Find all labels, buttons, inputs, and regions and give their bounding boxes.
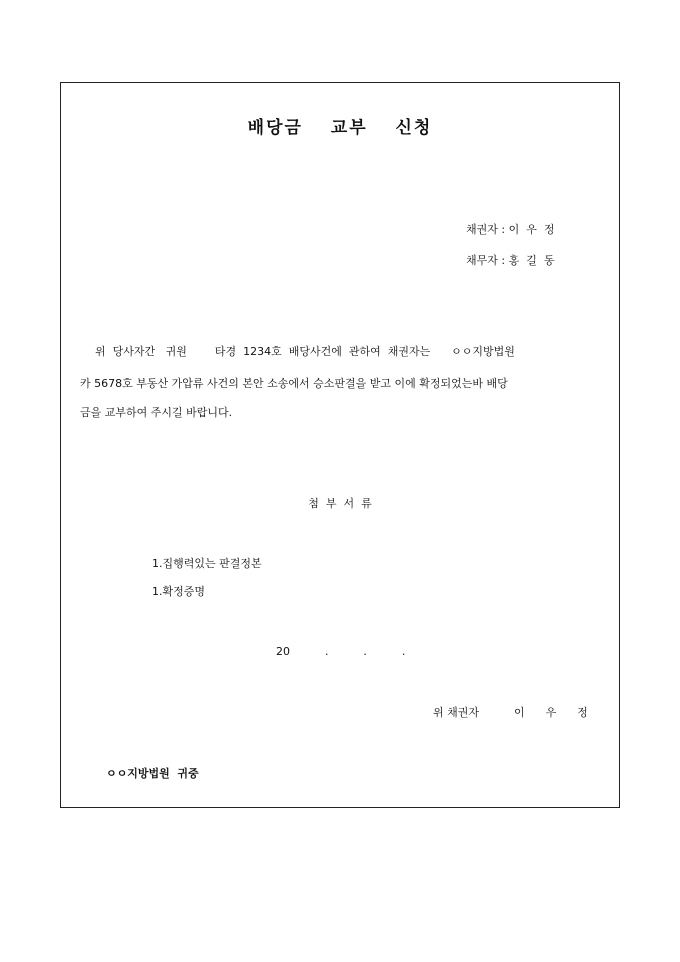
- signer-line: 위 채권자 이 우 정: [433, 706, 588, 719]
- court-addressee: ㅇㅇ지방법원 귀중: [106, 767, 199, 780]
- body-paragraph-line-1: 위 당사자간 귀원 타경 1234호 배당사건에 관하여 채권자는 ㅇㅇ지방법원: [95, 345, 515, 358]
- debtor-line: 채무자 : 홍 길 동: [466, 254, 555, 267]
- attachments-heading: 첨 부 서 류: [308, 497, 372, 510]
- document-title: 배당금 교부 신청: [247, 118, 433, 138]
- document-border: [60, 82, 620, 808]
- attachment-item: 1.확정증명: [152, 585, 205, 598]
- creditor-line: 채권자 : 이 우 정: [466, 223, 555, 236]
- body-paragraph-line-2: 카 5678호 부동산 가압류 사건의 본안 소송에서 승소판결을 받고 이에 확정되었는바 배당: [80, 377, 508, 390]
- body-paragraph-line-3: 금을 교부하여 주시길 바랍니다.: [80, 406, 233, 419]
- date-line: 20 . . .: [276, 645, 406, 658]
- attachment-item: 1.집행력있는 판결정본: [152, 557, 262, 570]
